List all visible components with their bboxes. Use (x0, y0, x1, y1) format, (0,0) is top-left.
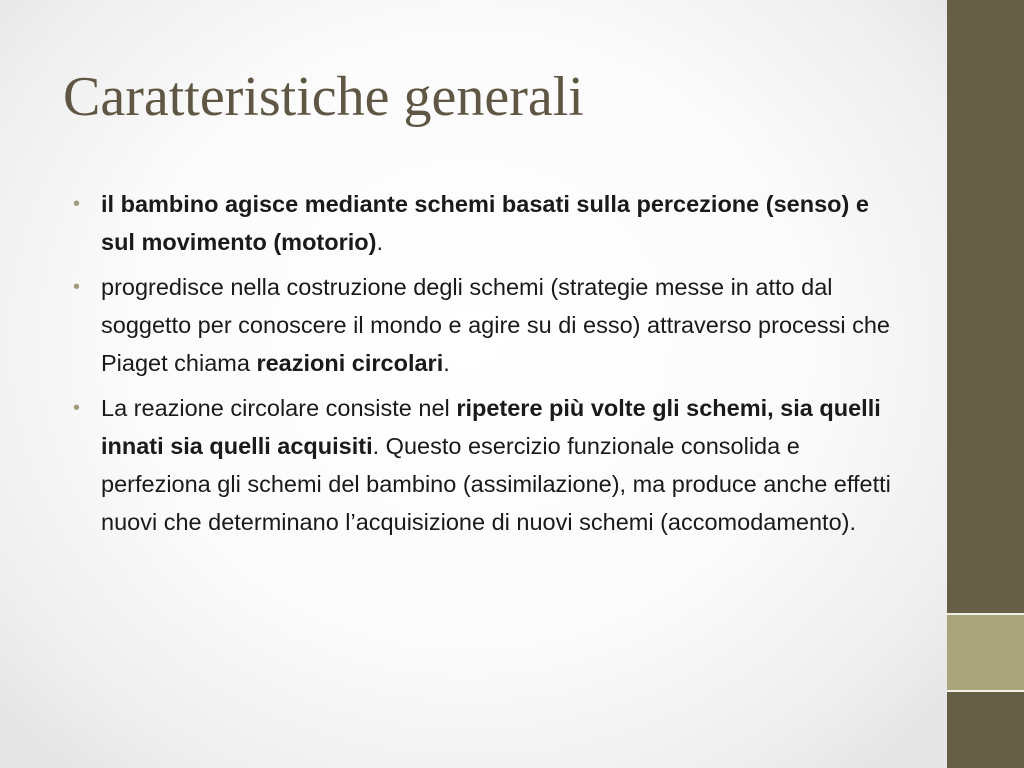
bullet-3-bold-text: ripetere più volte gli schemi, sia quelli innati sia quelli acquisiti (101, 395, 881, 459)
bullet-item-2 (73, 268, 903, 382)
bullet-item-1 (73, 185, 903, 261)
bullet-2-text-end: . (443, 350, 450, 376)
bullet-3-text-end: . Questo esercizio funzionale consolida e perfeziona gli schemi del bambino (assimilazione), ma produce anche effetti nuovi che determinano l’acquisizione di nuovi schemi (accomodamento). (101, 433, 891, 535)
sidebar-separator-bottom (947, 690, 1024, 692)
bullet-dot-icon: • (73, 193, 81, 215)
bullet-2-text: progredisce nella costruzione degli schemi (strategie messe in atto dal soggetto per conoscere il mondo e agire su di esso) attraverso processi che Piaget chiama (101, 274, 890, 376)
bullet-1-text: . (376, 229, 384, 255)
bullet-dot-icon: • (73, 276, 81, 298)
bullet-dot-icon: • (73, 397, 81, 419)
slide-title: Caratteristiche generali (63, 66, 584, 128)
bullet-1-bold-text: il bambino agisce mediante schemi basati sulla percezione (senso) e sul movimento (motorio) (101, 191, 869, 255)
bullet-item-3 (73, 389, 903, 541)
sidebar-decoration (947, 0, 1024, 768)
bullet-2-bold-text: reazioni circolari (256, 350, 444, 376)
bullet-list (73, 185, 903, 548)
sidebar-accent-block (947, 615, 1024, 690)
bullet-3-text: La reazione circolare consiste nel (101, 395, 457, 421)
